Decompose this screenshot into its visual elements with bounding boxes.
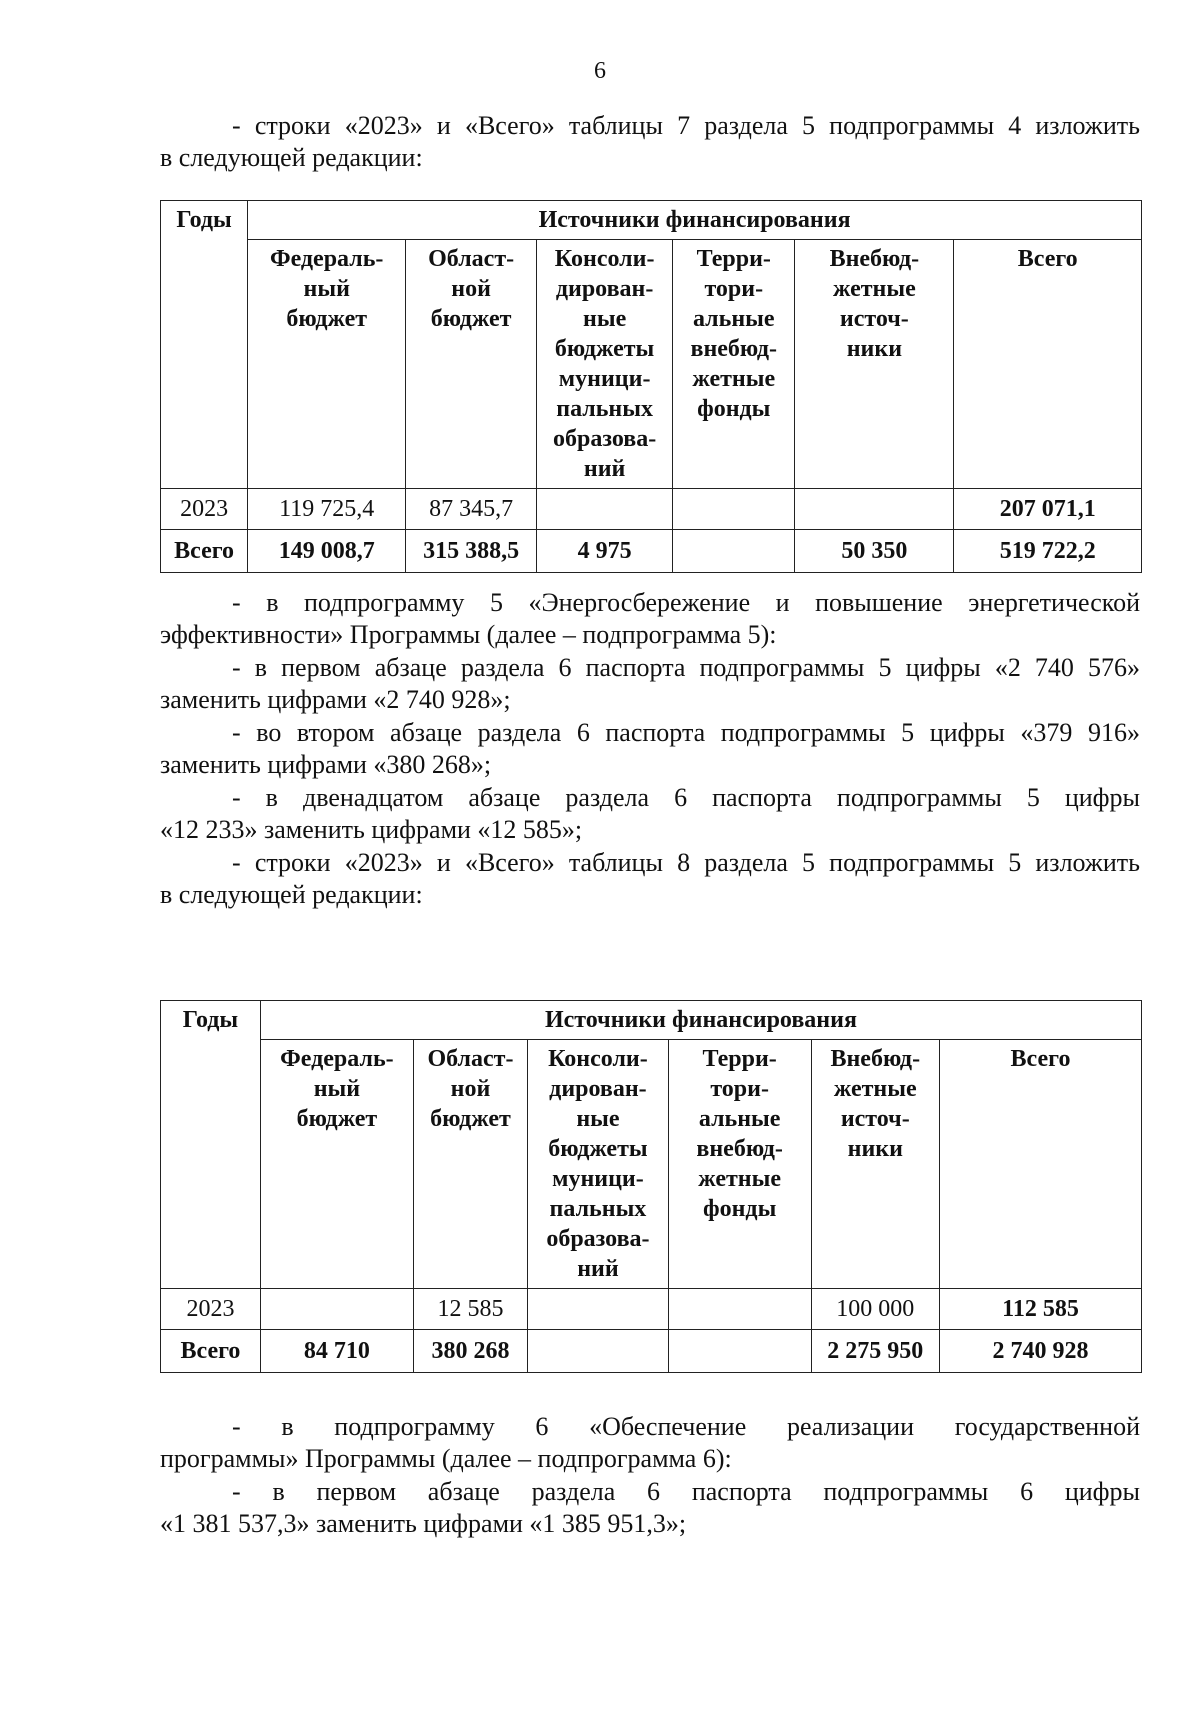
cell [668, 1289, 811, 1330]
para-line: в следующей редакции: [160, 880, 423, 909]
para-line: - в подпрограмму 5 «Энергосбережение и повышение энергетической [232, 588, 1140, 617]
cell: 315 388,5 [406, 530, 537, 573]
col-header-municipal: Консоли- дирован- ные бюджеты муници- пальных образова- ний [528, 1040, 669, 1289]
col-header-territorial: Терри- тори- альные внебюд- жетные фонды [668, 1040, 811, 1289]
row-year: Всего [161, 530, 248, 573]
para-line: - во втором абзаце раздела 6 паспорта подпрограммы 5 цифры «379 916» [232, 718, 1140, 747]
para-line: - в первом абзаце раздела 6 паспорта подпрограммы 5 цифры «2 740 576» [232, 653, 1140, 682]
table-row-total [161, 1330, 1142, 1373]
cell [528, 1330, 669, 1373]
para-line: заменить цифрами «2 740 928»; [160, 685, 511, 714]
intro-line-1: - строки «2023» и «Всего» таблицы 7 раздела 5 подпрограммы 4 изложить [232, 111, 1140, 140]
para-line: - в подпрограмму 6 «Обеспечение реализации государственной [232, 1412, 1140, 1441]
para-line: заменить цифрами «380 268»; [160, 750, 492, 779]
cell [537, 489, 673, 530]
cell [673, 489, 795, 530]
col-header-extrabudget: Внебюд- жетные источ- ники [811, 1040, 939, 1289]
para-line: эффективности» Программы (далее – подпрограмма 5): [160, 620, 777, 649]
col-header-municipal: Консоли- дирован- ные бюджеты муници- пальных образова- ний [537, 240, 673, 489]
years-header: Годы [161, 201, 248, 489]
row-year: 2023 [161, 489, 248, 530]
cell: 87 345,7 [406, 489, 537, 530]
cell-total: 207 071,1 [954, 489, 1142, 530]
col-header-regional: Област- ной бюджет [406, 240, 537, 489]
para-line: - строки «2023» и «Всего» таблицы 8 раздела 5 подпрограммы 5 изложить [232, 848, 1140, 877]
sources-header: Источники финансирования [248, 201, 1142, 240]
col-header-total: Всего [954, 240, 1142, 489]
table-row [161, 1289, 1142, 1330]
para-line: - в двенадцатом абзаце раздела 6 паспорта подпрограммы 5 цифры [232, 783, 1140, 812]
row-year: Всего [161, 1330, 261, 1373]
cell: 100 000 [811, 1289, 939, 1330]
cell: 149 008,7 [248, 530, 406, 573]
table-7 [160, 200, 1142, 573]
para-line: «12 233» заменить цифрами «12 585»; [160, 815, 583, 844]
para-line: - в первом абзаце раздела 6 паспорта подпрограммы 6 цифры [232, 1477, 1140, 1506]
col-header-extrabudget: Внебюд- жетные источ- ники [795, 240, 954, 489]
row-year: 2023 [161, 1289, 261, 1330]
cell-total: 112 585 [940, 1289, 1142, 1330]
para-line: «1 381 537,3» заменить цифрами «1 385 951,3»; [160, 1509, 687, 1538]
cell: 380 268 [413, 1330, 527, 1373]
cell-total: 519 722,2 [954, 530, 1142, 573]
col-header-regional: Област- ной бюджет [413, 1040, 527, 1289]
table-8 [160, 1000, 1142, 1373]
col-header-federal: Федераль- ный бюджет [260, 1040, 413, 1289]
cell: 2 275 950 [811, 1330, 939, 1373]
cell: 119 725,4 [248, 489, 406, 530]
page-number: 6 [594, 58, 606, 84]
cell [668, 1330, 811, 1373]
cell [795, 489, 954, 530]
table-row-total [161, 530, 1142, 573]
col-header-total: Всего [940, 1040, 1142, 1289]
cell: 4 975 [537, 530, 673, 573]
sources-header: Источники финансирования [260, 1001, 1141, 1040]
cell: 12 585 [413, 1289, 527, 1330]
col-header-federal: Федераль- ный бюджет [248, 240, 406, 489]
cell [673, 530, 795, 573]
para-line: программы» Программы (далее – подпрограмма 6): [160, 1444, 732, 1473]
cell: 84 710 [260, 1330, 413, 1373]
cell: 50 350 [795, 530, 954, 573]
intro-line-2: в следующей редакции: [160, 143, 423, 172]
years-header: Годы [161, 1001, 261, 1289]
table-row [161, 489, 1142, 530]
col-header-territorial: Терри- тори- альные внебюд- жетные фонды [673, 240, 795, 489]
cell-total: 2 740 928 [940, 1330, 1142, 1373]
cell [260, 1289, 413, 1330]
cell [528, 1289, 669, 1330]
